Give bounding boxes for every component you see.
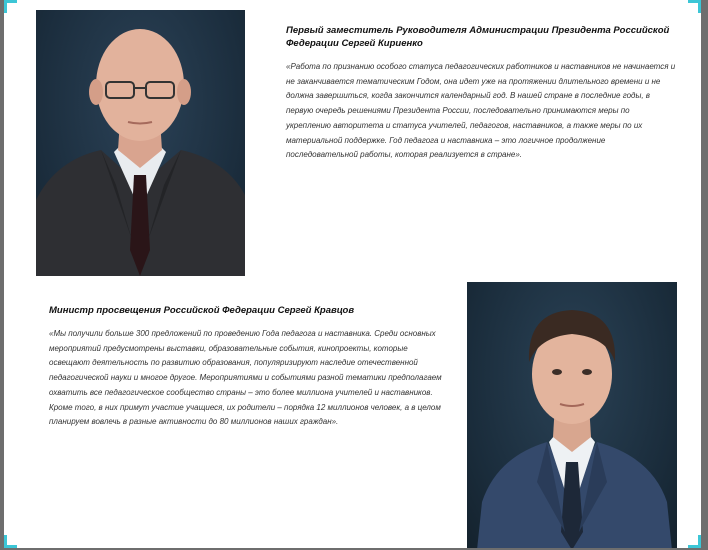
portrait-photo-kirienko bbox=[36, 10, 245, 276]
quote-text: «Мы получили больше 300 предложений по проведению Года педагога и наставника. Среди основных мероприятий предусмотрены выставки, образовательные события, кинопроекты, которые освещают деятельность по развитию образования, популяризируют наследие отечественной педагогической науки и многое другое. Мероприятиями и событиями разной тематики предполагаем охватить все педагогическое сообщество страны – это более миллиона учителей и наставников. Кроме того, в них примут участие учащиеся, их родители – порядка 12 миллионов человек, а в целом планируем вовлечь в разные активности до 80 миллионов наших граждан». bbox=[49, 329, 442, 427]
speaker-title: Первый заместитель Руководителя Администрации Президента Российской Федерации Сергей Кириенко bbox=[286, 25, 670, 49]
document-page bbox=[4, 0, 701, 548]
corner-marker bbox=[4, 535, 17, 548]
quote-block-kravtsov bbox=[49, 304, 444, 430]
speaker-title: Министр просвещения Российской Федерации Сергей Кравцов bbox=[49, 305, 355, 316]
corner-marker bbox=[688, 0, 701, 13]
quote-block-kirienko bbox=[286, 24, 676, 163]
portrait-photo-kravtsov bbox=[467, 282, 677, 548]
corner-marker bbox=[4, 0, 17, 13]
quote-text: «Работа по признанию особого статуса педагогических работников и наставников не начинается и не заканчивается тематическим Годом, она идет уже на протяжении длительного времени и не должна завершиться, когда закончится календарный год. В нашей стране в последние годы, в первую очередь решениями Президента России, последовательно принимаются меры по укреплению авторитета и статуса учителей, педагогов, наставников, а также меры по их материальной поддержке. Год педагога и наставника – это логичное продолжение последовательной работы, которая реализуется в стране». bbox=[286, 62, 676, 160]
corner-marker bbox=[688, 535, 701, 548]
